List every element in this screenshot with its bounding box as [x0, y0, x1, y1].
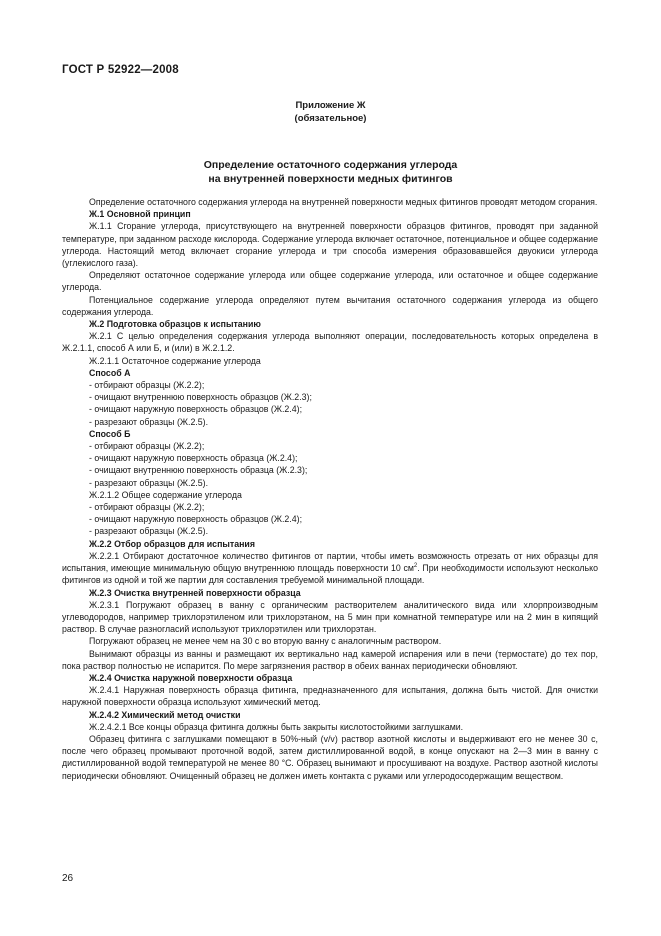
section-title-line1: Определение остаточного содержания углерода [203, 159, 458, 171]
paragraph-text: - очищают наружную поверхность образцов (Ж.2.4); [89, 404, 303, 415]
paragraph-text: - отбирают образцы (Ж.2.2); [89, 380, 205, 391]
paragraph-text: - разрезают образцы (Ж.2.5). [89, 416, 209, 427]
paragraph-text: Определение остаточного содержания углерода на внутренней поверхности медных фитингов проводят методом сгорания. [89, 197, 598, 207]
paragraph-text: Ж.2.1 С целью определения содержания углерода выполняют операции, последовательность которых определена в Ж.2.1.1, способ А или Б, и (или) в Ж.2.1.2. [62, 331, 598, 354]
paragraph-text: - очищают наружную поверхность образцов (Ж.2.4); [89, 514, 303, 525]
paragraph [62, 733, 598, 782]
paragraph-text: Вынимают образцы из ванны и размещают их вертикально над камерой испарения или в печи (термостате) до тех пор, пока раствор полностью не испарится. По мере загрязнения раствор в обеих ваннах периодически обновляют. [62, 648, 598, 671]
subsection-heading [62, 538, 598, 550]
paragraph [62, 635, 598, 647]
paragraph [62, 403, 598, 415]
paragraph-text: Ж.2.2 Отбор образцов для испытания [89, 538, 255, 549]
paragraph [62, 489, 598, 501]
paragraph-text: Ж.2.2.1 Отбирают достаточное количество фитингов от партии, чтобы иметь возможность отрезать от них образцы для испытания, имеющие минимальную общую внутреннюю площадь поверхности 10 см [62, 550, 598, 574]
paragraph-text: - отбирают образцы (Ж.2.2); [89, 502, 205, 513]
paragraph-text: Определяют остаточное содержание углерода или общее содержание углерода, или остаточное и общее содержание углерода. [62, 270, 598, 293]
paragraph [62, 196, 598, 208]
appendix-status: (обязательное) [294, 113, 367, 124]
paragraph [62, 220, 598, 269]
paragraph-text: Ж.2 Подготовка образцов к испытанию [89, 319, 261, 330]
paragraph-text: Ж.2.3.1 Погружают образец в ванну с органическим растворителем аналитического вида или хлорпроизводным углеводородов, например трихлорэтиленом или трихлорэтаном, на 5 мин при комнатной температуре или на 2 мин в кипящий раствор. В случае разногласий используют трихлорэтилен или трихлорэтан. [62, 599, 598, 635]
superscript: 2 [413, 563, 418, 570]
document-header: ГОСТ Р 52922—2008 [62, 64, 179, 76]
paragraph [62, 269, 598, 293]
paragraph [62, 550, 598, 587]
subsection-heading [62, 709, 598, 721]
paragraph-text: Потенциальное содержание углерода определяют путем вычитания остаточного содержания углерода из общего содержания углерода. [62, 294, 598, 317]
subsection-heading [62, 587, 598, 599]
paragraph [62, 477, 598, 489]
paragraph-text: Погружают образец не менее чем на 30 с во вторую ванну с аналогичным раствором. [89, 636, 442, 647]
paragraph [62, 599, 598, 636]
paragraph-text: Ж.2.4 Очистка наружной поверхности образца [89, 672, 293, 683]
paragraph-text: Способ Б [89, 428, 131, 439]
paragraph [62, 391, 598, 403]
paragraph-text: - очищают внутреннюю поверхность образцов (Ж.2.3); [89, 392, 312, 403]
section-title [0, 158, 661, 186]
appendix-heading [0, 99, 661, 125]
subsection-heading [62, 428, 598, 440]
paragraph [62, 452, 598, 464]
paragraph [62, 440, 598, 452]
paragraph [62, 294, 598, 318]
paragraph-text: Образец фитинга с заглушками помещают в 50%-ный (v/v) раствор азотной кислоты и выдерживают его не менее 30 с, после чего образец промывают проточной водой, затем дистиллированной водой, в конце опускают на 2—3 мин в ванну с дистиллированной водой температурой не менее 80 °С. Образец вынимают и просушивают на воздухе. Раствор азотной кислоты периодически обновляют. Очищенный образец не должен иметь контакта с руками или углеродосодержащим веществом. [62, 733, 598, 781]
paragraph [62, 721, 598, 733]
paragraph [62, 416, 598, 428]
paragraph-text: - отбирают образцы (Ж.2.2); [89, 441, 205, 452]
paragraph-text: Ж.2.4.2.1 Все концы образца фитинга должны быть закрыты кислотостойкими заглушками. [89, 721, 464, 732]
page-number: 26 [62, 873, 74, 884]
subsection-heading [62, 208, 598, 220]
paragraph [62, 513, 598, 525]
paragraph [62, 379, 598, 391]
paragraph-text: Ж.2.4.2 Химический метод очистки [89, 709, 241, 720]
paragraph [62, 648, 598, 672]
paragraph-text: - очищают наружную поверхность образца (Ж.2.4); [89, 453, 298, 464]
paragraph [62, 355, 598, 367]
subsection-heading [62, 318, 598, 330]
paragraph-text: - разрезают образцы (Ж.2.5). [89, 477, 209, 488]
paragraph-text: Ж.1.1 Сгорание углерода, присутствующего на внутренней поверхности образцов фитингов, проводят при заданной температуре, при заданном расходе кислорода. Содержание углерода включает остаточное, потенциальное и общее содержание углерода. Настоящий метод включает сгорание углерода и три способа измерения образовавшейся двуокиси углерода (углекислого газа). [62, 221, 598, 269]
paragraph-text: Ж.1 Основной принцип [89, 209, 191, 220]
body-text [62, 196, 598, 782]
paragraph-text-tail: . При необходимости используют несколько фитингов из одной и той же партии для составления требуемой минимальной площади. [62, 563, 598, 586]
paragraph-text: Ж.2.1.1 Остаточное содержание углерода [89, 355, 261, 366]
paragraph-text: - очищают внутреннюю поверхность образца (Ж.2.3); [89, 465, 308, 476]
paragraph [62, 330, 598, 354]
paragraph [62, 525, 598, 537]
paragraph [62, 684, 598, 708]
paragraph-text: Ж.2.3 Очистка внутренней поверхности образца [89, 587, 301, 598]
paragraph-text: Способ А [89, 367, 131, 378]
paragraph [62, 501, 598, 513]
paragraph-text: - разрезают образцы (Ж.2.5). [89, 526, 209, 537]
paragraph-text: Ж.2.1.2 Общее содержание углерода [89, 489, 242, 500]
subsection-heading [62, 367, 598, 379]
paragraph [62, 464, 598, 476]
section-title-line2: на внутренней поверхности медных фитингов [208, 173, 453, 185]
paragraph-text: Ж.2.4.1 Наружная поверхность образца фитинга, предназначенного для испытания, должна быть чистой. Для очистки наружной поверхности образца используют химический метод. [62, 685, 598, 708]
appendix-label: Приложение Ж [295, 100, 366, 111]
subsection-heading [62, 672, 598, 684]
